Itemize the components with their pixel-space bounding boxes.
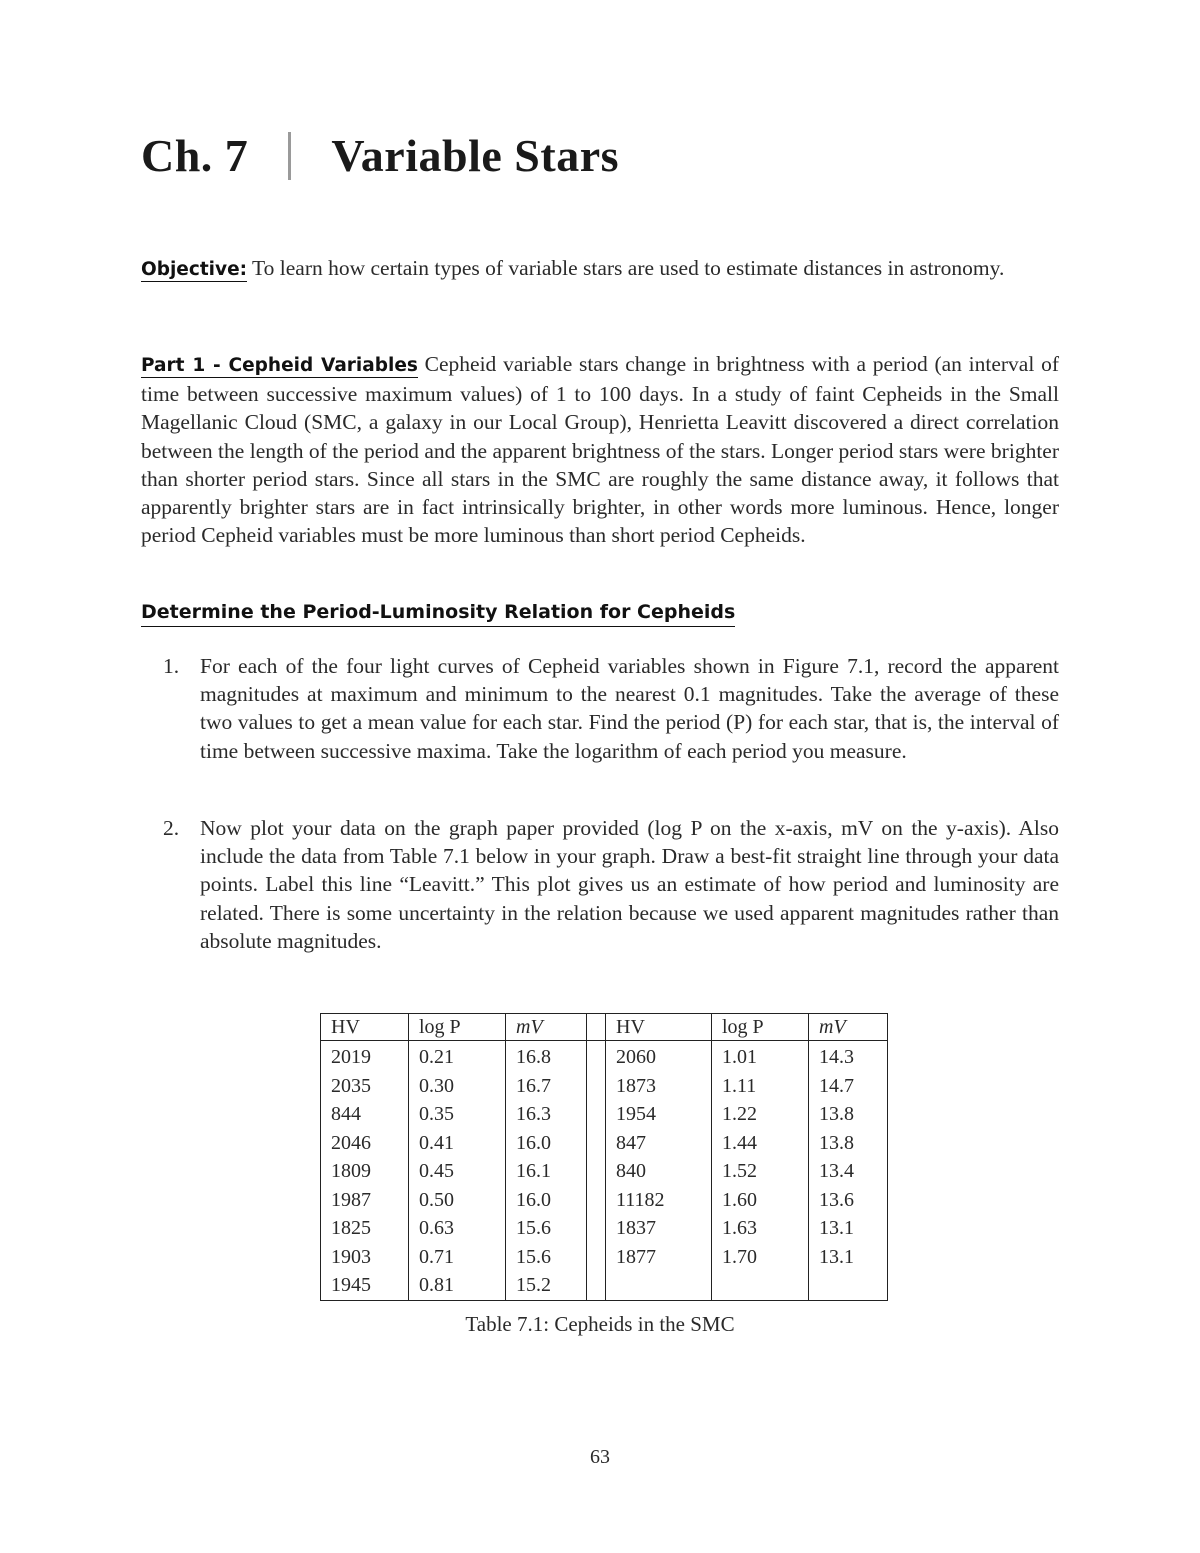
table-cell: 13.8 xyxy=(809,1129,888,1158)
table-cell: 1.22 xyxy=(712,1100,809,1129)
table-cell: 15.2 xyxy=(506,1271,587,1300)
table-cell: 13.8 xyxy=(809,1100,888,1129)
step-number: 2. xyxy=(163,816,180,840)
chapter-number: Ch. 7 xyxy=(141,130,249,181)
table-cell: 1837 xyxy=(606,1214,712,1243)
table-header-row xyxy=(321,1014,888,1041)
table-cell: 0.81 xyxy=(409,1271,506,1300)
table-caption: Table 7.1: Cepheids in the SMC xyxy=(465,1312,735,1336)
table-cell: 0.41 xyxy=(409,1129,506,1158)
table-cell: 1873 xyxy=(606,1072,712,1101)
list-item xyxy=(141,652,1059,765)
column-spacer xyxy=(587,1271,606,1300)
table-cell: 11182 xyxy=(606,1186,712,1215)
column-header: log P xyxy=(409,1014,506,1041)
table-cell: 0.21 xyxy=(409,1041,506,1072)
column-spacer xyxy=(587,1072,606,1101)
table-cell: 16.7 xyxy=(506,1072,587,1101)
table-cell: 2019 xyxy=(321,1041,409,1072)
column-spacer xyxy=(587,1041,606,1072)
table-cell: 16.1 xyxy=(506,1157,587,1186)
table-cell: 1.60 xyxy=(712,1186,809,1215)
table-cell: 14.7 xyxy=(809,1072,888,1101)
table-cell: 13.6 xyxy=(809,1186,888,1215)
table-body xyxy=(321,1041,888,1301)
objective-label: Objective: xyxy=(141,259,248,280)
table-cell: 844 xyxy=(321,1100,409,1129)
table-row xyxy=(321,1271,888,1300)
table-cell: 16.3 xyxy=(506,1100,587,1129)
list-item xyxy=(141,814,1059,955)
chapter-name: Variable Stars xyxy=(331,130,620,181)
objective-paragraph xyxy=(141,254,1059,284)
table-cell: 1.11 xyxy=(712,1072,809,1101)
column-header: HV xyxy=(321,1014,409,1041)
part1-paragraph xyxy=(141,350,1059,549)
table-cell: 16.8 xyxy=(506,1041,587,1072)
column-spacer xyxy=(587,1100,606,1129)
table-cell: 16.0 xyxy=(506,1129,587,1158)
table-cell: 1.01 xyxy=(712,1041,809,1072)
column-spacer xyxy=(587,1214,606,1243)
step-number: 1. xyxy=(163,654,180,678)
objective-text: To learn how certain types of variable stars are used to estimate distances in astronomy. xyxy=(247,256,1005,280)
table-row xyxy=(321,1243,888,1272)
column-header: HV xyxy=(606,1014,712,1041)
table-cell: 1877 xyxy=(606,1243,712,1272)
table-cell: 16.0 xyxy=(506,1186,587,1215)
table-cell: 1954 xyxy=(606,1100,712,1129)
table-cell: 0.45 xyxy=(409,1157,506,1186)
table-cell xyxy=(712,1271,809,1300)
table-cell: 2035 xyxy=(321,1072,409,1101)
column-header: mV xyxy=(506,1014,587,1041)
chapter-title xyxy=(141,128,619,184)
column-spacer xyxy=(587,1157,606,1186)
part1-label: Part 1 - Cepheid Variables xyxy=(141,355,418,376)
table-row xyxy=(321,1100,888,1129)
table-cell: 0.30 xyxy=(409,1072,506,1101)
section-heading: Determine the Period-Luminosity Relation for Cepheids xyxy=(141,598,735,627)
table-cell: 1825 xyxy=(321,1214,409,1243)
table-cell: 1.70 xyxy=(712,1243,809,1272)
part1-text: Cepheid variable stars change in brightness with a period (an interval of time between successive maximum values) of 1 to 100 days. In a study of faint Cepheids in the Small Magellanic Cloud (SMC, a galaxy in our Local Group), Henrietta Leavitt discovered a direct correlation between the length of the period and the apparent brightness of the stars. Longer period stars were brighter than shorter period stars. Since all stars in the SMC are roughly the same distance away, it follows that apparently brighter stars are in fact intrinsically brighter, in other words more luminous. Hence, longer period Cepheid variables must be more luminous than short period Cepheids. xyxy=(141,352,1059,548)
table-cell: 847 xyxy=(606,1129,712,1158)
table-cell xyxy=(809,1271,888,1300)
table-cell: 840 xyxy=(606,1157,712,1186)
table-cell: 0.63 xyxy=(409,1214,506,1243)
table-cell: 13.4 xyxy=(809,1157,888,1186)
table-cell: 15.6 xyxy=(506,1214,587,1243)
table-cell: 1809 xyxy=(321,1157,409,1186)
column-header: mV xyxy=(809,1014,888,1041)
column-spacer xyxy=(587,1243,606,1272)
table-cell xyxy=(606,1271,712,1300)
table-cell: 2046 xyxy=(321,1129,409,1158)
step-list-2 xyxy=(141,814,1059,955)
column-header: log P xyxy=(712,1014,809,1041)
step-list-1 xyxy=(141,652,1059,765)
step-text: For each of the four light curves of Cepheid variables shown in Figure 7.1, record the apparent magnitudes at maximum and minimum to the nearest 0.1 magnitudes. Take the average of these two values to get a mean value for each star. Find the period (P) for each star, that is, the interval of time between successive maxima. Take the logarithm of each period you measure. xyxy=(200,654,1059,763)
table-cell: 15.6 xyxy=(506,1243,587,1272)
table-cell: 1945 xyxy=(321,1271,409,1300)
table-cell: 1.63 xyxy=(712,1214,809,1243)
table-cell: 1903 xyxy=(321,1243,409,1272)
cepheid-table xyxy=(320,1013,888,1301)
table-cell: 14.3 xyxy=(809,1041,888,1072)
column-spacer xyxy=(587,1129,606,1158)
step-text: Now plot your data on the graph paper provided (log P on the x-axis, mV on the y-axis). Also include the data from Table 7.1 below in your graph. Draw a best-fit straight line through your data points. Label this line “Leavitt.” This plot gives us an estimate of how period and luminosity are related. There is some uncertainty in the relation because we used apparent magnitudes rather than absolute magnitudes. xyxy=(200,816,1059,953)
table-cell: 1.44 xyxy=(712,1129,809,1158)
table-cell: 13.1 xyxy=(809,1214,888,1243)
table-cell: 0.35 xyxy=(409,1100,506,1129)
table-row xyxy=(321,1186,888,1215)
table-cell: 13.1 xyxy=(809,1243,888,1272)
table-row xyxy=(321,1214,888,1243)
title-separator xyxy=(288,132,291,180)
table-cell: 2060 xyxy=(606,1041,712,1072)
page-number: 63 xyxy=(590,1446,610,1468)
table-row xyxy=(321,1129,888,1158)
table-cell: 1987 xyxy=(321,1186,409,1215)
table-row xyxy=(321,1041,888,1072)
column-spacer xyxy=(587,1014,606,1041)
table-cell: 1.52 xyxy=(712,1157,809,1186)
table-row xyxy=(321,1157,888,1186)
column-spacer xyxy=(587,1186,606,1215)
table-row xyxy=(321,1072,888,1101)
table-cell: 0.50 xyxy=(409,1186,506,1215)
table-cell: 0.71 xyxy=(409,1243,506,1272)
